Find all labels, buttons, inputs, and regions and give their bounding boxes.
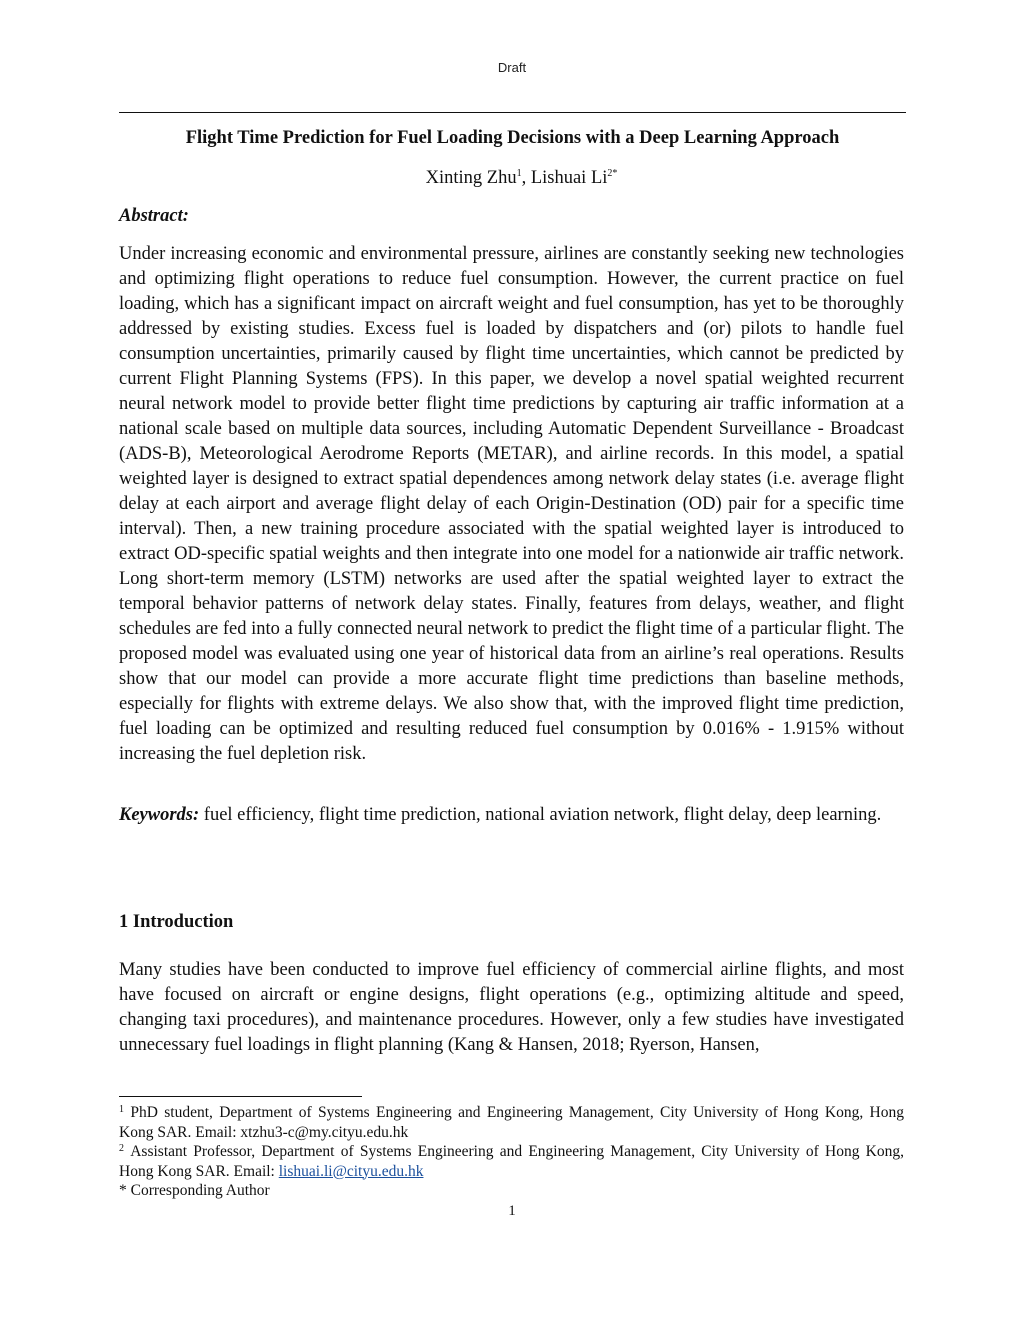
header-label: Draft [497, 60, 527, 75]
page-number: 1 [508, 1203, 516, 1219]
paper-title: Flight Time Prediction for Fuel Loading Decisions with a Deep Learning Approach [185, 128, 840, 148]
footnote-1 [119, 1103, 904, 1142]
footnote-rule [119, 1096, 362, 1097]
abstract-heading: Abstract: [119, 206, 189, 226]
corresponding-author-note: * Corresponding Author [119, 1182, 270, 1199]
keywords-label: Keywords: [119, 805, 200, 825]
footnotes [119, 1103, 904, 1201]
footnote-mark: 1 [119, 1104, 124, 1115]
keywords-text: fuel efficiency, flight time prediction, national aviation network, flight delay, deep learning. [203, 805, 882, 825]
introduction-body: Many studies have been conducted to improve fuel efficiency of commercial airline flights, and most have focused on aircraft or engine designs, flight operations (e.g., optimizing altitude and speed, changing taxi procedures), and maintenance procedures. However, only a few studies have investigated unnecessary fuel loadings in flight planning (Kang & Hansen, 2018; Ryerson, Hansen, [119, 960, 904, 1055]
author-name: Xinting Zhu [425, 168, 517, 188]
author-line [119, 168, 906, 189]
author-affiliation-mark: 1 [516, 168, 522, 179]
footnote-text: PhD student, Department of Systems Engineering and Engineering Management, City University of Hong Kong, Hong Kong SAR. Email: xtzhu3-c@my.cityu.edu.hk [119, 1104, 904, 1141]
keywords-paragraph [119, 803, 904, 828]
footnote-text: Assistant Professor, Department of Systems Engineering and Engineering Management, City University of Hong Kong, Hong Kong SAR. Email: [119, 1143, 904, 1180]
footnote-2 [119, 1142, 904, 1181]
author-name: Lishuai Li [530, 168, 608, 188]
email-link[interactable]: lishuai.li@cityu.edu.hk [278, 1162, 424, 1180]
author-affiliation-mark: 2* [607, 168, 618, 179]
section-heading-introduction: 1 Introduction [119, 912, 234, 932]
footnote-mark: 2 [119, 1143, 124, 1154]
abstract-body: Under increasing economic and environmental pressure, airlines are constantly seeking new technologies and optimizing flight operations to reduce fuel consumption. However, the current practice on fuel loading, which has a significant impact on aircraft weight and fuel consumption, has yet to be thoroughly addressed by existing studies. Excess fuel is loaded by dispatchers and (or) pilots to handle fuel consumption uncertainties, primarily caused by flight time uncertainties, which cannot be predicted by current Flight Planning Systems (FPS). In this paper, we develop a novel spatial weighted recurrent neural network model to provide better flight time predictions by capturing air traffic information at a national scale based on multiple data sources, including Automatic Dependent Surveillance - Broadcast (ADS-B), Meteorological Aerodrome Reports (METAR), and airline records. In this model, a spatial weighted layer is designed to extract spatial dependences among network delay states (i.e. average flight delay at each airport and average flight delay of each Origin-Destination (OD) pair for a specific time interval). Then, a new training procedure associated with the spatial weighted layer is introduced to extract OD-specific spatial weights and then integrate into one model for a nationwide air traffic network. Long short-term memory (LSTM) networks are used after the spatial weighted layer to extract the temporal behavior patterns of network delay states. Finally, features from delays, weather, and flight schedules are fed into a fully connected neural network to predict the flight time of a particular flight. The proposed model was evaluated using one year of historical data from an airline’s real operations. Results show that our model can provide a more accurate flight time predictions than baseline methods, especially for flights with extreme delays. We also show that, with the improved flight time prediction, fuel loading can be optimized and resulting reduced fuel consumption by 0.016% - 1.915% without increasing the fuel depletion risk. [119, 244, 904, 764]
author-separator: , [521, 168, 531, 188]
header-rule [119, 112, 906, 113]
